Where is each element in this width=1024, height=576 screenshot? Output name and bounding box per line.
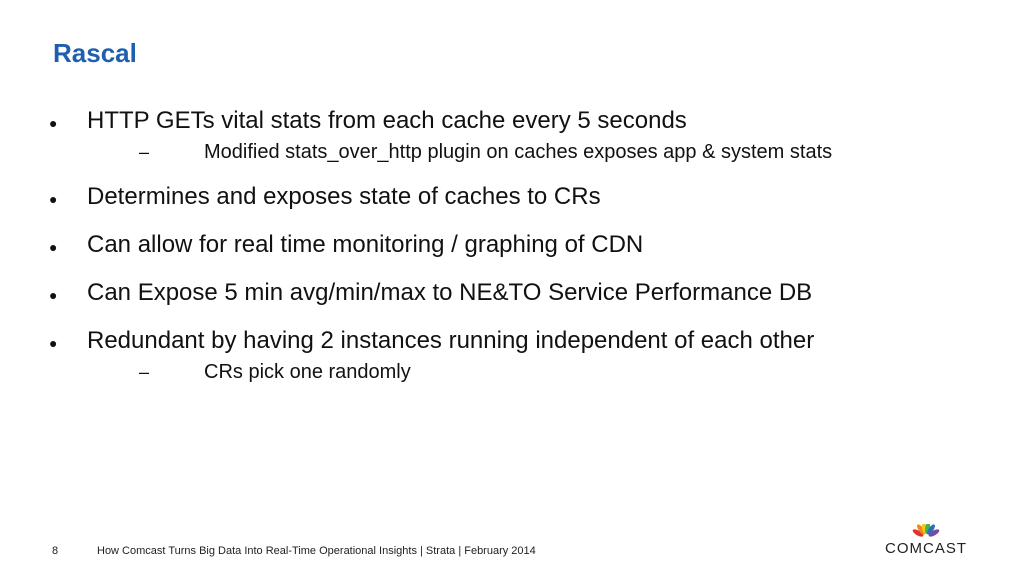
footer-text: How Comcast Turns Big Data Into Real-Time Operational Insights | Strata | February 2014 — [97, 545, 536, 557]
slide-title: Rascal — [53, 38, 137, 68]
sub-bullet-item — [0, 138, 1024, 166]
sub-bullet-item — [0, 358, 1024, 386]
comcast-logo — [876, 524, 976, 556]
bullet-text: Can allow for real time monitoring / graphing of CDN — [87, 231, 644, 258]
page-number: 8 — [52, 545, 59, 557]
bullet-item — [0, 180, 1024, 214]
sub-bullet-marker: – — [139, 142, 150, 162]
bullet-item — [0, 324, 1024, 358]
sub-bullet-marker: – — [139, 362, 150, 382]
peacock-icon — [912, 524, 940, 540]
bullet-text: Can Expose 5 min avg/min/max to NE&TO Service Performance DB — [87, 279, 813, 306]
bullet-item — [0, 104, 1024, 138]
sub-bullet-text: Modified stats_over_http plugin on caches exposes app & system stats — [204, 141, 833, 163]
bullet-marker: ● — [49, 287, 58, 303]
bullet-marker: ● — [49, 115, 58, 131]
logo-wordmark: COMCAST — [885, 540, 967, 557]
bullet-marker: ● — [49, 335, 58, 351]
bullet-marker: ● — [49, 239, 58, 255]
bullet-text: Determines and exposes state of caches to CRs — [87, 183, 601, 210]
bullet-item — [0, 228, 1024, 262]
bullet-marker: ● — [49, 191, 58, 207]
sub-bullet-text: CRs pick one randomly — [204, 361, 411, 383]
bullet-list — [0, 104, 1024, 386]
bullet-text: HTTP GETs vital stats from each cache every 5 seconds — [87, 107, 687, 134]
bullet-text: Redundant by having 2 instances running independent of each other — [87, 327, 815, 354]
bullet-item — [0, 276, 1024, 310]
slide-footer — [0, 545, 1024, 565]
